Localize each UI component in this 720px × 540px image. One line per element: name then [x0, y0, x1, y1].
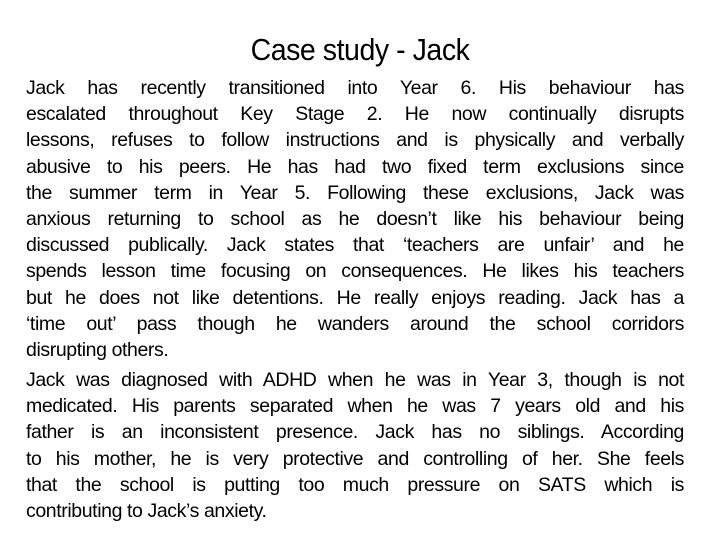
- text-line: Jack was diagnosed with ADHD when he was in Year 3, though is not: [26, 369, 684, 392]
- text-line: discussed publically. Jack states that ‘teachers are unfair’ and he: [26, 234, 684, 257]
- slide-title: Case study - Jack: [250, 32, 470, 67]
- text-line: but he does not like detentions. He really enjoys reading. Jack has a: [26, 286, 684, 309]
- text-line: the summer term in Year 5. Following these exclusions, Jack was: [26, 181, 684, 204]
- text-line: to his mother, he is very protective and controlling of her. She feels: [26, 447, 684, 470]
- text-line: disrupting others.: [26, 338, 169, 361]
- text-line: medicated. His parents separated when he was 7 years old and his: [26, 395, 684, 418]
- text-line: Jack has recently transitioned into Year 6. His behaviour has: [26, 77, 684, 99]
- slide-body: [26, 75, 684, 524]
- text-line: contributing to Jack’s anxiety.: [26, 500, 267, 522]
- paragraph-background: [26, 75, 684, 363]
- text-line: spends lesson time focusing on consequences. He likes his teachers: [26, 260, 684, 283]
- text-line: father is an inconsistent presence. Jack has no siblings. According: [26, 421, 684, 444]
- paragraph-history: [26, 367, 684, 524]
- text-line: escalated throughout Key Stage 2. He now continually disrupts: [26, 103, 684, 126]
- text-line: that the school is putting too much pressure on SATS which is: [26, 473, 684, 496]
- text-line: abusive to his peers. He has had two fixed term exclusions since: [26, 155, 684, 178]
- text-line: anxious returning to school as he doesn’t like his behaviour being: [26, 207, 684, 230]
- text-line: ‘time out’ pass though he wanders around the school corridors: [26, 312, 684, 335]
- text-line: lessons, refuses to follow instructions and is physically and verbally: [26, 129, 684, 152]
